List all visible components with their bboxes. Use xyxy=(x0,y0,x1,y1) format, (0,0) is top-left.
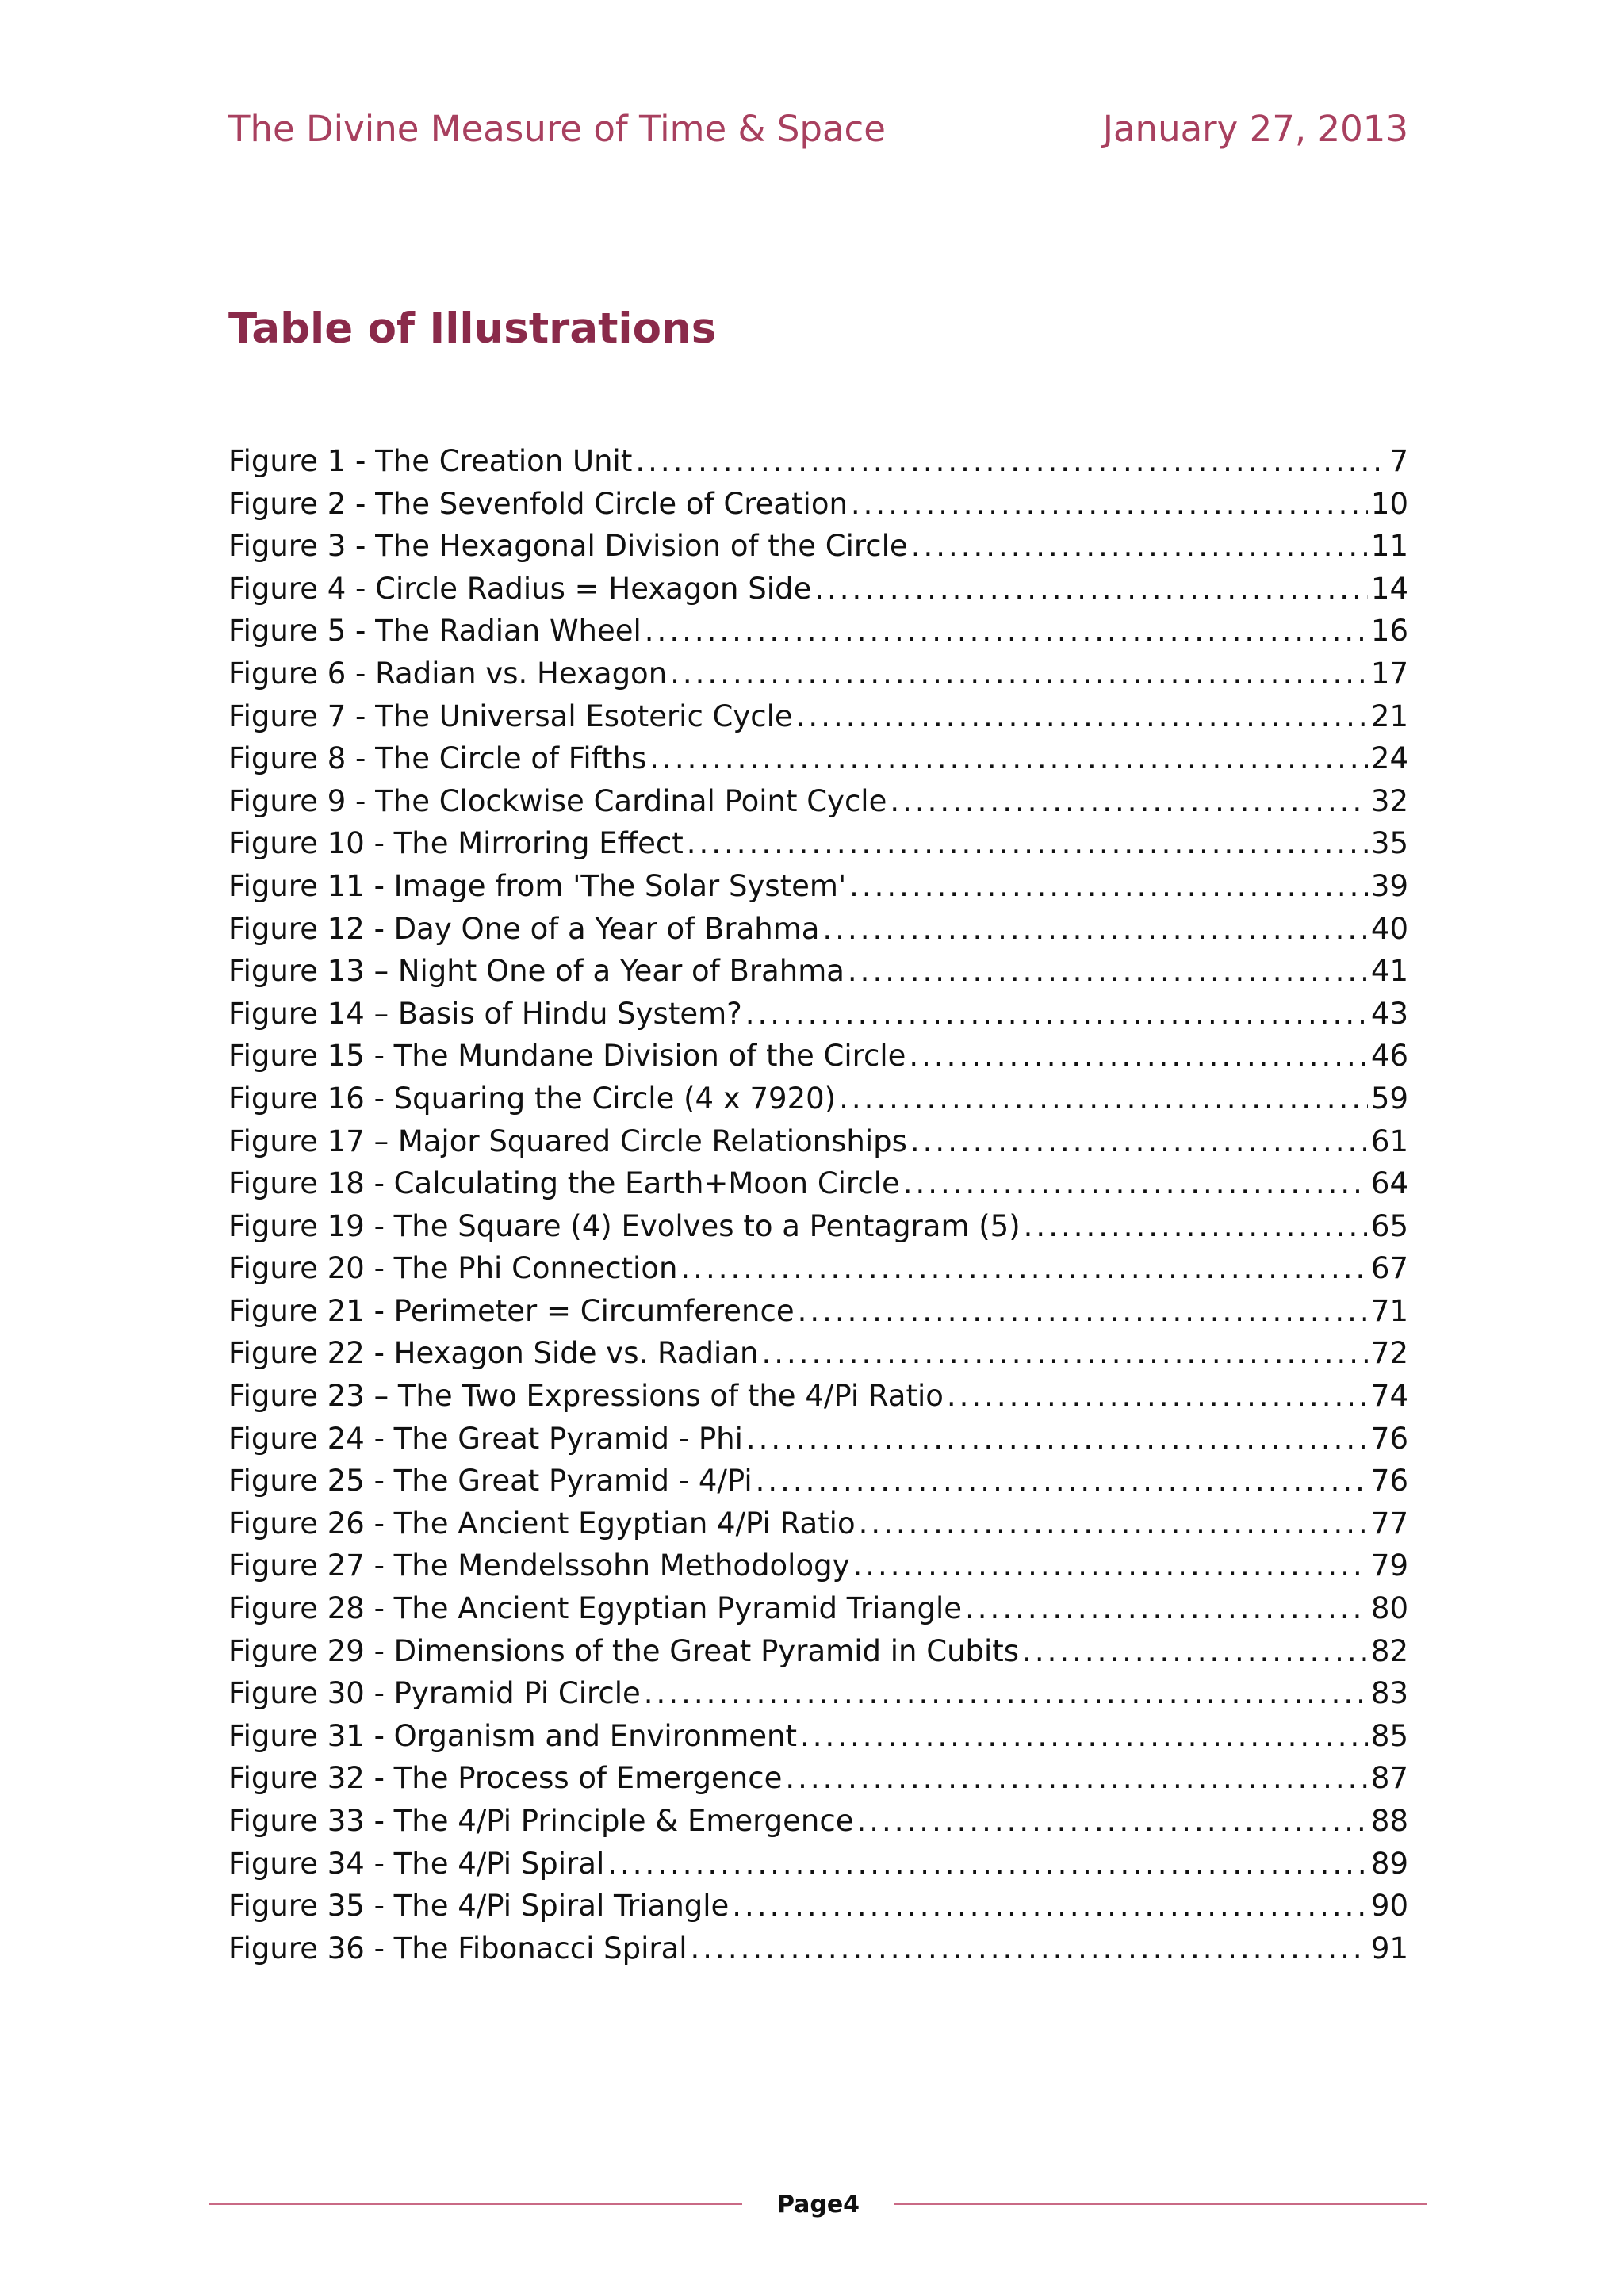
toc-entry-label: Figure 34 - The 4/Pi Spiral xyxy=(228,1846,605,1881)
toc-entry[interactable] xyxy=(228,1247,1408,1290)
toc-leader-dots xyxy=(814,568,1368,611)
toc-entry-page: 17 xyxy=(1370,656,1408,691)
toc-entry-page: 67 xyxy=(1370,1251,1408,1286)
toc-entry-page: 43 xyxy=(1370,996,1408,1031)
toc-entry-page: 14 xyxy=(1370,571,1408,606)
toc-entry[interactable] xyxy=(228,865,1408,908)
toc-leader-dots xyxy=(796,695,1368,738)
toc-entry-page: 74 xyxy=(1370,1379,1408,1414)
toc-leader-dots xyxy=(903,1162,1368,1205)
toc-entry-page: 90 xyxy=(1370,1889,1408,1924)
toc-entry-page: 39 xyxy=(1370,868,1408,903)
toc-entry[interactable] xyxy=(228,1545,1408,1587)
toc-entry[interactable] xyxy=(228,1418,1408,1460)
toc-leader-dots xyxy=(965,1587,1368,1630)
toc-leader-dots xyxy=(851,483,1368,526)
toc-entry-label: Figure 33 - The 4/Pi Principle & Emergence xyxy=(228,1804,854,1838)
toc-entry-page: 35 xyxy=(1370,826,1408,861)
document-date: January 27, 2013 xyxy=(1102,108,1408,150)
toc-entry-page: 72 xyxy=(1370,1336,1408,1371)
toc-leader-dots xyxy=(761,1332,1367,1375)
toc-leader-dots xyxy=(745,993,1368,1035)
toc-entry-label: Figure 22 - Hexagon Side vs. Radian xyxy=(228,1336,759,1371)
toc-entry-page: 87 xyxy=(1370,1761,1408,1796)
toc-entry-page: 83 xyxy=(1370,1676,1408,1711)
toc-entry-label: Figure 19 - The Square (4) Evolves to a Pentagram (5) xyxy=(228,1208,1021,1243)
toc-entry-page: 46 xyxy=(1370,1039,1408,1074)
toc-entry-label: Figure 16 - Squaring the Circle (4 x 7920) xyxy=(228,1081,837,1116)
toc-entry[interactable] xyxy=(228,1120,1408,1163)
toc-leader-dots xyxy=(756,1460,1368,1503)
toc-entry-label: Figure 13 – Night One of a Year of Brahma xyxy=(228,954,845,989)
toc-entry-page: 77 xyxy=(1370,1506,1408,1541)
toc-entry-label: Figure 5 - The Radian Wheel xyxy=(228,614,642,649)
toc-entry-page: 64 xyxy=(1370,1166,1408,1201)
toc-entry-page: 11 xyxy=(1370,529,1408,564)
toc-entry-page: 65 xyxy=(1370,1208,1408,1243)
toc-entry-page: 7 xyxy=(1389,444,1408,478)
toc-entry-label: Figure 11 - Image from 'The Solar System' xyxy=(228,868,847,903)
toc-entry-label: Figure 7 - The Universal Esoteric Cycle xyxy=(228,699,793,733)
toc-entry[interactable] xyxy=(228,1460,1408,1503)
toc-entry-label: Figure 15 - The Mundane Division of the Circle xyxy=(228,1039,906,1074)
toc-entry[interactable] xyxy=(228,1162,1408,1205)
toc-entry-label: Figure 25 - The Great Pyramid - 4/Pi xyxy=(228,1464,753,1499)
toc-leader-dots xyxy=(687,822,1368,865)
toc-entry[interactable] xyxy=(228,653,1408,695)
toc-entry-label: Figure 18 - Calculating the Earth+Moon Circle xyxy=(228,1166,900,1201)
toc-leader-dots xyxy=(857,1800,1368,1843)
toc-leader-dots xyxy=(849,865,1368,908)
toc-leader-dots xyxy=(649,737,1368,780)
toc-leader-dots xyxy=(645,610,1368,653)
toc-entry-page: 16 xyxy=(1370,614,1408,649)
footer-rule-left xyxy=(209,2203,742,2205)
page-footer xyxy=(209,2182,1427,2226)
toc-entry-label: Figure 32 - The Process of Emergence xyxy=(228,1761,783,1796)
toc-entry[interactable] xyxy=(228,1503,1408,1545)
toc-entry-page: 40 xyxy=(1370,911,1408,946)
toc-leader-dots xyxy=(1022,1630,1368,1673)
toc-leader-dots xyxy=(800,1715,1368,1758)
page-title: Table of Illustrations xyxy=(228,304,717,353)
toc-leader-dots xyxy=(853,1545,1368,1587)
toc-entry[interactable] xyxy=(228,1885,1408,1927)
toc-entry-label: Figure 28 - The Ancient Egyptian Pyramid Triangle xyxy=(228,1591,963,1626)
toc-leader-dots xyxy=(691,1927,1368,1970)
toc-entry-page: 59 xyxy=(1370,1081,1408,1116)
toc-entry-page: 82 xyxy=(1370,1633,1408,1668)
toc-entry-label: Figure 20 - The Phi Connection xyxy=(228,1251,678,1286)
toc-entry-page: 24 xyxy=(1370,741,1408,776)
toc-leader-dots xyxy=(644,1672,1368,1715)
toc-entry-label: Figure 2 - The Sevenfold Circle of Creation xyxy=(228,486,848,521)
toc-entry-label: Figure 4 - Circle Radius = Hexagon Side xyxy=(228,571,812,606)
toc-leader-dots xyxy=(822,908,1367,951)
toc-entry-page: 76 xyxy=(1370,1464,1408,1499)
toc-entry-label: Figure 3 - The Hexagonal Division of the Circle xyxy=(228,529,908,564)
toc-entry-label: Figure 17 – Major Squared Circle Relationships xyxy=(228,1124,907,1158)
toc-entry[interactable] xyxy=(228,1715,1408,1758)
toc-leader-dots xyxy=(909,1035,1368,1078)
toc-entry-page: 76 xyxy=(1370,1421,1408,1456)
toc-entry-page: 85 xyxy=(1370,1718,1408,1753)
toc-entry[interactable] xyxy=(228,440,1408,483)
toc-entry[interactable] xyxy=(228,483,1408,526)
footer-rule-right xyxy=(894,2203,1427,2205)
toc-leader-dots xyxy=(670,653,1368,695)
toc-entry-page: 41 xyxy=(1370,954,1408,989)
toc-entry[interactable] xyxy=(228,822,1408,865)
toc-entry[interactable] xyxy=(228,1843,1408,1885)
toc-leader-dots xyxy=(910,1120,1368,1163)
toc-entry[interactable] xyxy=(228,780,1408,823)
toc-leader-dots xyxy=(798,1290,1368,1333)
toc-entry[interactable] xyxy=(228,1375,1408,1418)
toc-entry[interactable] xyxy=(228,908,1408,951)
toc-entry-page: 61 xyxy=(1370,1124,1408,1158)
toc-entry-label: Figure 24 - The Great Pyramid - Phi xyxy=(228,1421,743,1456)
toc-leader-dots xyxy=(785,1757,1368,1800)
toc-entry[interactable] xyxy=(228,1205,1408,1248)
toc-entry-label: Figure 36 - The Fibonacci Spiral xyxy=(228,1931,688,1966)
toc-entry-label: Figure 6 - Radian vs. Hexagon xyxy=(228,656,668,691)
toc-leader-dots xyxy=(635,440,1386,483)
toc-leader-dots xyxy=(859,1503,1368,1545)
page-number: Page4 xyxy=(776,2190,860,2218)
toc-entry-label: Figure 8 - The Circle of Fifths xyxy=(228,741,647,776)
toc-entry-label: Figure 26 - The Ancient Egyptian 4/Pi Ratio xyxy=(228,1506,856,1541)
toc-entry-page: 91 xyxy=(1370,1931,1408,1966)
toc-entry-label: Figure 31 - Organism and Environment xyxy=(228,1718,797,1753)
toc-leader-dots xyxy=(746,1418,1368,1460)
toc-entry[interactable] xyxy=(228,950,1408,993)
toc-leader-dots xyxy=(848,950,1368,993)
document-title: The Divine Measure of Time & Space xyxy=(228,108,886,150)
toc-entry-label: Figure 1 - The Creation Unit xyxy=(228,444,633,478)
toc-entry-page: 88 xyxy=(1370,1804,1408,1838)
toc-entry-page: 79 xyxy=(1370,1548,1408,1583)
toc-entry-label: Figure 21 - Perimeter = Circumference xyxy=(228,1293,795,1328)
toc-entry-label: Figure 23 – The Two Expressions of the 4/Pi Ratio xyxy=(228,1379,944,1414)
toc-entry[interactable] xyxy=(228,993,1408,1035)
toc-leader-dots xyxy=(680,1247,1367,1290)
toc-leader-dots xyxy=(1024,1205,1368,1248)
toc-entry-page: 80 xyxy=(1370,1591,1408,1626)
toc-leader-dots xyxy=(839,1078,1368,1120)
toc-leader-dots xyxy=(947,1375,1368,1418)
toc-entry[interactable] xyxy=(228,525,1408,568)
toc-entry-label: Figure 9 - The Clockwise Cardinal Point Cycle xyxy=(228,783,887,818)
toc-entry-page: 32 xyxy=(1370,783,1408,818)
toc-entry-label: Figure 14 – Basis of Hindu System? xyxy=(228,996,742,1031)
toc-entry[interactable] xyxy=(228,1672,1408,1715)
toc-leader-dots xyxy=(732,1885,1368,1927)
toc-entry[interactable] xyxy=(228,610,1408,653)
toc-entry[interactable] xyxy=(228,1332,1408,1375)
toc-entry-label: Figure 12 - Day One of a Year of Brahma xyxy=(228,911,820,946)
toc-entry[interactable] xyxy=(228,1587,1408,1630)
running-header xyxy=(228,108,1408,163)
table-of-illustrations xyxy=(228,440,1408,1970)
toc-entry-page: 10 xyxy=(1370,486,1408,521)
toc-entry-page: 89 xyxy=(1370,1846,1408,1881)
toc-entry-page: 21 xyxy=(1370,699,1408,733)
toc-entry[interactable] xyxy=(228,1757,1408,1800)
toc-entry[interactable] xyxy=(228,695,1408,738)
toc-entry[interactable] xyxy=(228,1035,1408,1078)
toc-entry-label: Figure 35 - The 4/Pi Spiral Triangle xyxy=(228,1889,730,1924)
toc-entry[interactable] xyxy=(228,1630,1408,1673)
toc-entry[interactable] xyxy=(228,568,1408,611)
toc-entry[interactable] xyxy=(228,1078,1408,1120)
toc-entry-label: Figure 29 - Dimensions of the Great Pyramid in Cubits xyxy=(228,1633,1020,1668)
toc-entry[interactable] xyxy=(228,737,1408,780)
toc-entry-label: Figure 30 - Pyramid Pi Circle xyxy=(228,1676,641,1711)
toc-leader-dots xyxy=(890,780,1368,823)
toc-entry-label: Figure 10 - The Mirroring Effect xyxy=(228,826,684,861)
toc-leader-dots xyxy=(911,525,1368,568)
toc-entry[interactable] xyxy=(228,1290,1408,1333)
toc-entry-label: Figure 27 - The Mendelssohn Methodology xyxy=(228,1548,850,1583)
toc-entry[interactable] xyxy=(228,1800,1408,1843)
toc-entry-page: 71 xyxy=(1370,1293,1408,1328)
toc-entry[interactable] xyxy=(228,1927,1408,1970)
toc-leader-dots xyxy=(607,1843,1368,1885)
